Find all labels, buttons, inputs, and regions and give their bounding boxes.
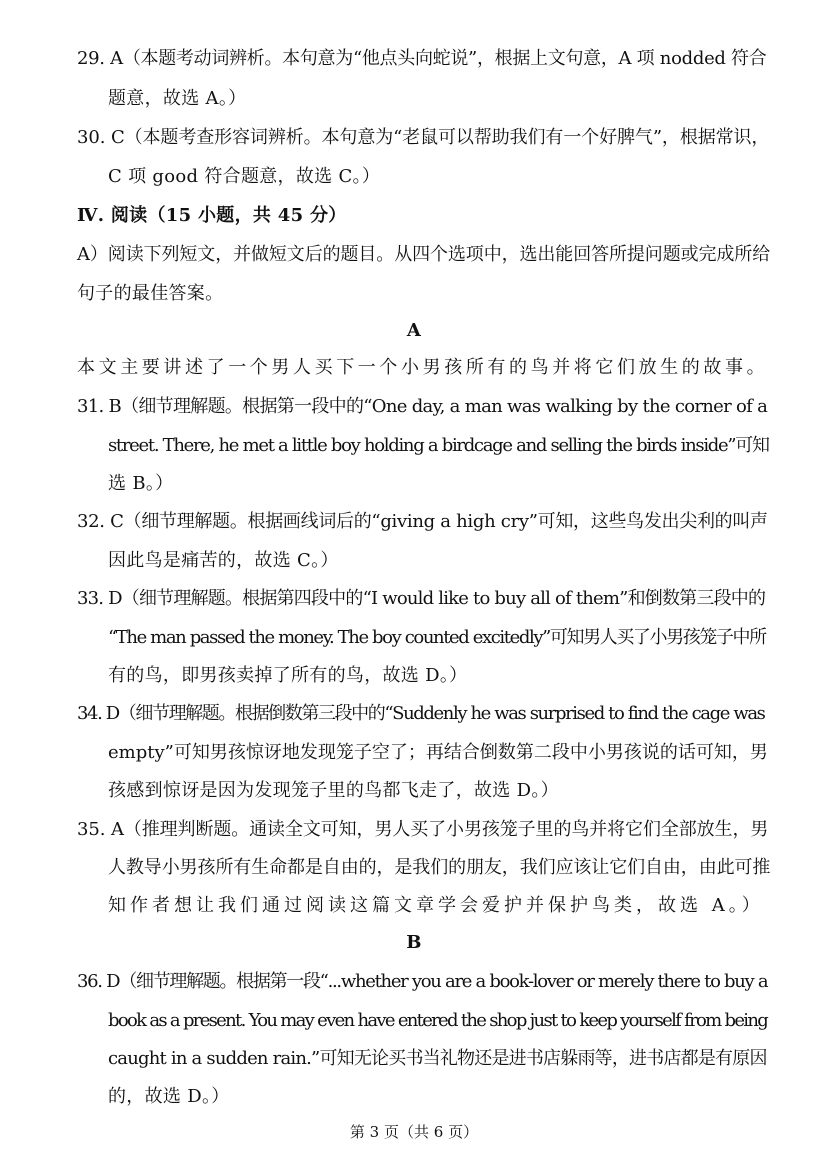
answer-31-line-2: street. There, he met a little boy holding a birdcage and selling the birds inside”可知 [108,435,769,456]
passage-a-summary: 本文主要讲述了一个男人买下一个小男孩所有的鸟并将它们放生的故事。 [77,357,769,378]
answer-29-line-2: 题意，故选 A。） [108,88,247,109]
answer-32-line-2: 因此鸟是痛苦的，故选 C。） [108,550,339,571]
answer-31-line-1: 31. B（细节理解题。根据第一段中的“One day, a man was walking by the corner of a [77,396,768,417]
answer-34-line-1: 34. D（细节理解题。根据倒数第三段中的“Suddenly he was surprised to find the cage was [77,703,765,724]
instructions-line-1: A）阅读下列短文，并做短文后的题目。从四个选项中，选出能回答所提问题或完成所给 [77,244,771,265]
answer-30-line-2: C 项 good 符合题意，故选 C。） [108,166,381,187]
passage-b-heading: B [406,932,422,953]
answer-32-line-1: 32. C（细节理解题。根据画线词后的“giving a high cry”可知，这些鸟发出尖利的叫声 [77,511,768,532]
page-number-footer: 第 3 页（共 6 页） [349,1123,479,1141]
answer-36-line-1: 36. D（细节理解题。根据第一段“...whether you are a book-lover or merely there to buy a [77,971,768,992]
answer-34-line-3: 孩感到惊讶是因为发现笼子里的鸟都飞走了，故选 D。） [108,780,559,801]
answer-29-line-1: 29. A（本题考动词辨析。本句意为“他点头向蛇说”，根据上文句意，A 项 nodded 符合 [77,48,767,69]
answer-33-line-1: 33. D（细节理解题。根据第四段中的“I would like to buy all of them”和倒数第三段中的 [77,588,766,609]
answer-35-line-1: 35. A（推理判断题。通读全文可知，男人买了小男孩笼子里的鸟并将它们全部放生，男 [77,819,769,840]
answer-36-line-3: caught in a sudden rain.”可知无论买书当礼物还是进书店躲雨等，进书店都是有原因 [108,1048,767,1069]
answer-35-line-3: 知作者想让我们通过阅读这篇文章学会爱护并保护鸟类，故选 A。） [108,895,764,916]
answer-30-line-1: 30. C（本题考查形容词辨析。本句意为“老鼠可以帮助我们有一个好脾气”，根据常识， [77,127,770,148]
answer-36-line-2: book as a present. You may even have entered the shop just to keep yourself from being [108,1010,768,1031]
answer-31-line-3: 选 B。） [108,473,174,494]
section-heading-reading: Ⅳ. 阅读（15 小题，共 45 分） [77,205,347,226]
passage-a-heading: A [406,320,422,341]
instructions-line-2: 句子的最佳答案。 [77,283,224,304]
answer-33-line-3: 有的鸟，即男孩卖掉了所有的鸟，故选 D。） [108,665,468,686]
answer-36-line-4: 的，故选 D。） [108,1086,230,1107]
answer-33-line-2: “The man passed the money. The boy counted excitedly”可知男人买了小男孩笼子中所 [108,627,766,648]
answer-35-line-2: 人教导小男孩所有生命都是自由的，是我们的朋友，我们应该让它们自由，由此可推 [108,857,771,878]
answer-34-line-2: empty”可知男孩惊讶地发现笼子空了；再结合倒数第二段中小男孩说的话可知，男 [108,742,768,763]
